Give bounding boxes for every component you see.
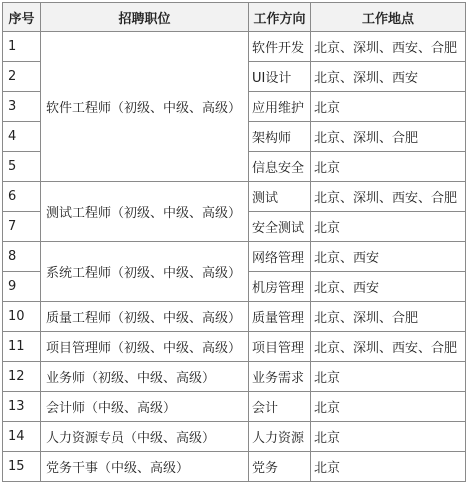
location-cell: 北京 — [311, 452, 466, 482]
location-cell: 北京、西安 — [311, 272, 466, 302]
row-number: 15 — [3, 452, 41, 482]
table-row — [3, 332, 466, 362]
location-cell: 北京 — [311, 422, 466, 452]
location-cell: 北京、深圳、西安、合肥 — [311, 32, 466, 62]
table-row — [3, 362, 466, 392]
direction-cell: 测试 — [249, 182, 311, 212]
direction-cell: 网络管理 — [249, 242, 311, 272]
location-cell: 北京 — [311, 152, 466, 182]
position-cell: 人力资源专员（中级、高级） — [41, 422, 249, 452]
direction-cell: 项目管理 — [249, 332, 311, 362]
row-number: 5 — [3, 152, 41, 182]
position-cell: 会计师（中级、高级） — [41, 392, 249, 422]
row-number: 7 — [3, 212, 41, 242]
table-row — [3, 452, 466, 482]
position-cell: 项目管理师（初级、中级、高级） — [41, 332, 249, 362]
location-cell: 北京 — [311, 92, 466, 122]
row-number: 4 — [3, 122, 41, 152]
position-cell: 党务干事（中级、高级） — [41, 452, 249, 482]
table-row — [3, 32, 466, 62]
header-position: 招聘职位 — [41, 3, 249, 32]
row-number: 12 — [3, 362, 41, 392]
row-number: 14 — [3, 422, 41, 452]
direction-cell: 应用维护 — [249, 92, 311, 122]
table-row — [3, 182, 466, 212]
direction-cell: 人力资源 — [249, 422, 311, 452]
location-cell: 北京 — [311, 392, 466, 422]
position-cell: 测试工程师（初级、中级、高级） — [41, 182, 249, 242]
position-cell: 质量工程师（初级、中级、高级） — [41, 302, 249, 332]
table-row — [3, 392, 466, 422]
location-cell: 北京、深圳、合肥 — [311, 122, 466, 152]
table-header-row — [3, 3, 466, 32]
header-location: 工作地点 — [311, 3, 466, 32]
location-cell: 北京、深圳、西安、合肥 — [311, 332, 466, 362]
recruitment-table — [2, 2, 466, 482]
table-row — [3, 422, 466, 452]
location-cell: 北京 — [311, 362, 466, 392]
location-cell: 北京、西安 — [311, 242, 466, 272]
position-cell: 软件工程师（初级、中级、高级） — [41, 32, 249, 182]
position-cell: 系统工程师（初级、中级、高级） — [41, 242, 249, 302]
table-row — [3, 242, 466, 272]
direction-cell: 质量管理 — [249, 302, 311, 332]
row-number: 2 — [3, 62, 41, 92]
header-number: 序号 — [3, 3, 41, 32]
header-direction: 工作方向 — [249, 3, 311, 32]
direction-cell: 架构师 — [249, 122, 311, 152]
direction-cell: 党务 — [249, 452, 311, 482]
direction-cell: UI设计 — [249, 62, 311, 92]
direction-cell: 会计 — [249, 392, 311, 422]
position-cell: 业务师（初级、中级、高级） — [41, 362, 249, 392]
row-number: 8 — [3, 242, 41, 272]
direction-cell: 信息安全 — [249, 152, 311, 182]
location-cell: 北京、深圳、西安 — [311, 62, 466, 92]
row-number: 6 — [3, 182, 41, 212]
location-cell: 北京、深圳、西安、合肥 — [311, 182, 466, 212]
row-number: 3 — [3, 92, 41, 122]
table-row — [3, 302, 466, 332]
row-number: 13 — [3, 392, 41, 422]
location-cell: 北京 — [311, 212, 466, 242]
row-number: 11 — [3, 332, 41, 362]
row-number: 10 — [3, 302, 41, 332]
direction-cell: 业务需求 — [249, 362, 311, 392]
row-number: 1 — [3, 32, 41, 62]
location-cell: 北京、深圳、合肥 — [311, 302, 466, 332]
direction-cell: 软件开发 — [249, 32, 311, 62]
direction-cell: 安全测试 — [249, 212, 311, 242]
row-number: 9 — [3, 272, 41, 302]
direction-cell: 机房管理 — [249, 272, 311, 302]
